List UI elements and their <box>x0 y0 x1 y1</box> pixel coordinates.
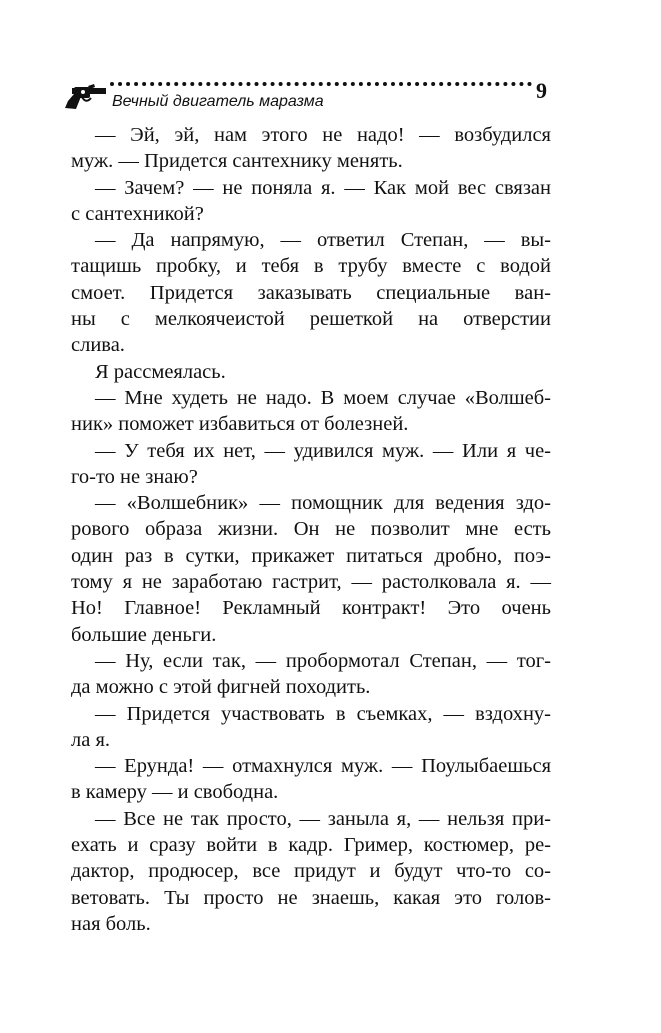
text-line: да можно с этой фигней походить. <box>71 676 371 699</box>
paragraph <box>71 359 551 385</box>
page-number: 9 <box>536 78 547 103</box>
text-line: го-то не знаю? <box>71 465 198 488</box>
paragraph <box>71 806 551 937</box>
text-line: — Ну, если так, — пробормотал Степан, — тог- <box>95 649 551 672</box>
text-line: — Ерунда! — отмахнулся муж. — Поулыбаешься <box>95 755 551 778</box>
running-header <box>62 76 552 116</box>
paragraph <box>71 753 551 806</box>
running-title: Вечный двигатель маразма <box>112 93 324 110</box>
text-line: муж. — Придется сантехнику менять. <box>71 150 403 173</box>
text-line: тащишь пробку, и тебя в трубу вместе с водой <box>71 255 551 278</box>
text-line: Но! Главное! Рекламный контракт! Это очень <box>71 597 551 620</box>
paragraph <box>71 701 551 754</box>
text-line: слива. <box>71 334 125 357</box>
header-dotted-rule <box>110 82 532 86</box>
text-line: — Все не так просто, — заныла я, — нельзя при- <box>95 807 551 830</box>
text-line: — У тебя их нет, — удивился муж. — Или я че- <box>95 439 551 462</box>
text-line: один раз в сутки, прикажет питаться дробно, поэ- <box>71 544 551 567</box>
text-line: — Мне худеть не надо. В моем случае «Волшеб- <box>95 386 551 409</box>
text-line: ны с мелкоячеистой решеткой на отверстии <box>71 308 551 331</box>
paragraph <box>71 385 551 438</box>
body-text <box>71 122 551 937</box>
text-line: тому я не заработаю гастрит, — растолковала я. — <box>71 571 551 594</box>
text-line: — Да напрямую, — ответил Степан, — вы- <box>95 229 551 252</box>
paragraph <box>71 227 551 358</box>
text-line: смоет. Придется заказывать специальные ван- <box>71 281 551 304</box>
paragraph <box>71 648 551 701</box>
paragraph <box>71 122 551 175</box>
text-line: большие деньги. <box>71 623 217 646</box>
paragraph <box>71 438 551 491</box>
text-line: — «Волшебник» — помощник для ведения здо- <box>95 492 551 515</box>
text-line: дактор, продюсер, все придут и будут что-то со- <box>71 860 551 883</box>
text-line: ная боль. <box>71 912 151 935</box>
text-line: — Эй, эй, нам этого не надо! — возбудился <box>95 124 551 146</box>
text-line: — Зачем? — не поняла я. — Как мой вес связан <box>95 176 551 199</box>
text-line: Я рассмеялась. <box>95 360 226 383</box>
text-line: ветовать. Ты просто не знаешь, какая это голов- <box>71 886 551 909</box>
text-line: рового образа жизни. Он не позволит мне есть <box>71 518 551 541</box>
text-line: с сантехникой? <box>71 202 204 225</box>
text-line: — Придется участвовать в съемках, — вздохну- <box>95 702 551 725</box>
text-line: ехать и сразу войти в кадр. Гример, костюмер, ре- <box>71 834 551 857</box>
text-line: ник» поможет избавиться от болезней. <box>71 413 409 436</box>
paragraph <box>71 175 551 228</box>
pistol-icon <box>62 84 108 110</box>
paragraph <box>71 490 551 648</box>
text-line: в камеру — и свободна. <box>71 781 279 804</box>
text-line: ла я. <box>71 728 111 751</box>
